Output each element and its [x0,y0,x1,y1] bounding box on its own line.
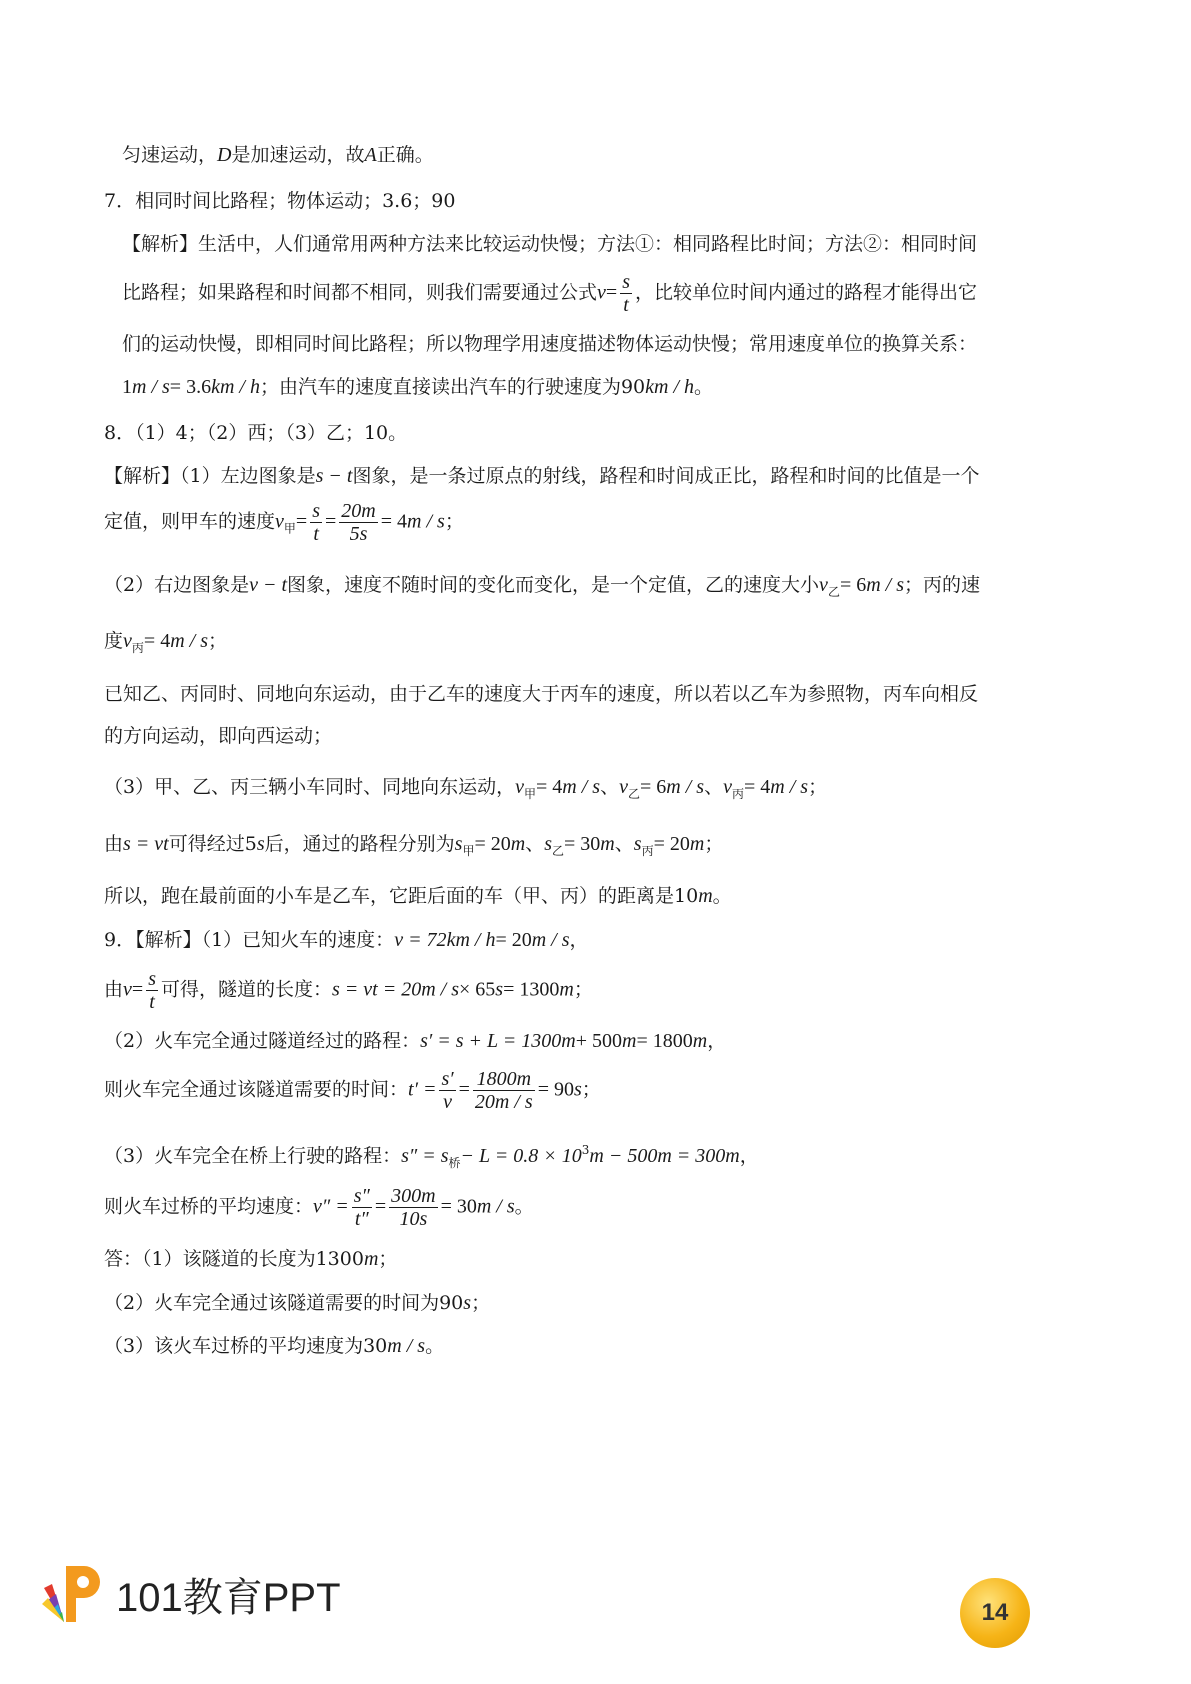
answer-9-line-2: （2）火车完全通过该隧道需要的时间为90s； [104,1292,491,1314]
fraction-20m-over-5s: $\frac{20m}{5s}$ [341,500,376,545]
explanation-8-line-1: 【解析】（1）左边图象是s − t图象，是一条过原点的射线，路程和时间成正比，路程和时间的比值是一个 [104,465,980,487]
fraction-s-over-t: $\frac{s}{t}$ [622,271,630,316]
answer-9-line-3: （3）该火车过桥的平均速度为30m / s。 [104,1335,445,1357]
fraction-300m-over-10s: $\frac{300m}{10s}$ [391,1185,436,1230]
explanation-8-line-2: 定值，则甲车的速度$v_甲=$ $\frac{s}{t}$ = $\frac{20m}{5s}$ = 4m / s； [104,500,464,545]
explanation-9-line-6: 则火车过桥的平均速度：v″ = $\frac{s''}{t''}$ = $\frac{300m}{10s}$ = 30m / s。 [104,1185,534,1230]
explanation-8-line-4: 度$v_丙= 4m / s$； [104,630,228,655]
explanation-8-line-7: （3）甲、乙、丙三辆小车同时、同地向东运动，$v_甲= 4m / s$、$v_乙= 6m / s$、$v_丙= 4m / s$； [104,776,828,801]
explanation-7-line-4: 1m / s= 3.6km / h；由汽车的速度直接读出汽车的行驶速度为90km / h。 [122,376,714,398]
explanation-9-line-1: 9．【解析】（1）已知火车的速度：v = 72km / h= 20m / s， [104,929,589,951]
explanation-8-line-8: 由s = vt可得经过5s后，通过的路程分别为$s_甲= 20m$、$s_乙= 30m$、$s_丙= 20m$； [104,833,724,858]
page-number: 14 [960,1578,1030,1648]
explanation-9-line-3: （2）火车完全通过隧道经过的路程：s′ = s + L = 1300m+ 500m= 1800m， [104,1030,727,1052]
explanation-9-line-5: （3）火车完全在桥上行驶的路程：$s'' = s_桥- L = 0.8 \times 10^3m - 500m = 300m$， [104,1143,759,1170]
explanation-8-line-9: 所以，跑在最前面的小车是乙车，它距后面的车（甲、丙）的距离是10m。 [104,885,732,907]
fraction-s-over-t: $\frac{s}{t}$ [312,500,320,545]
text-line: 匀速运动，D是加速运动，故A正确。 [122,144,434,166]
answer-8: 8．（1）4；（2）西；（3）乙；10。 [104,422,408,444]
explanation-8-line-3: （2）右边图象是v − t图象，速度不随时间的变化而变化，是一个定值，乙的速度大小$v_乙= 6m / s$；丙的速 [104,574,981,599]
fraction-s-prime-over-v: $\frac{s'}{v}$ [441,1068,454,1113]
fraction-1800m-over-20ms: $\frac{1800m}{20m / s}$ [474,1068,533,1113]
fraction-s-double-prime-over-t-double-prime: $\frac{s''}{t''}$ [353,1185,370,1230]
explanation-7-line-2: 比路程；如果路程和时间都不相同，则我们需要通过公式v= $\frac{s}{t}$ ，比较单位时间内通过的路程才能得出它 [122,271,977,316]
brand-logo [40,1560,341,1628]
answer-7: 7．相同时间比路程；物体运动；3.6；90 [104,190,456,212]
explanation-9-line-2: 由v= $\frac{s}{t}$ 可得，隧道的长度：s = vt = 20m / s× 65s= 1300m； [104,968,593,1013]
explanation-7-line-3: 们的运动快慢，即相同时间比路程；所以物理学用速度描述物体运动快慢；常用速度单位的换算关系： [122,333,978,355]
explanation-9-line-4: 则火车完全通过该隧道需要的时间：t′ = $\frac{s'}{v}$ = $\frac{1800m}{20m / s}$ = 90s； [104,1068,601,1113]
explanation-8-line-5: 已知乙、丙同时、同地向东运动，由于乙车的速度大于丙车的速度，所以若以乙车为参照物，丙车向相反 [104,683,979,705]
answer-9-line-1: 答：（1）该隧道的长度为1300m； [104,1248,398,1270]
brand-logo-text: 101教育PPT [116,1575,341,1620]
logo-p-hole [77,1576,89,1588]
explanation-7-line-1: 【解析】生活中，人们通常用两种方法来比较运动快慢；方法①：相同路程比时间；方法②：相同时间 [122,233,978,255]
brand-logo-icon [40,1560,108,1628]
fraction-s-over-t: $\frac{s}{t}$ [148,968,156,1013]
explanation-8-line-6: 的方向运动，即向西运动； [104,725,333,747]
logo-p-shape [66,1566,100,1622]
